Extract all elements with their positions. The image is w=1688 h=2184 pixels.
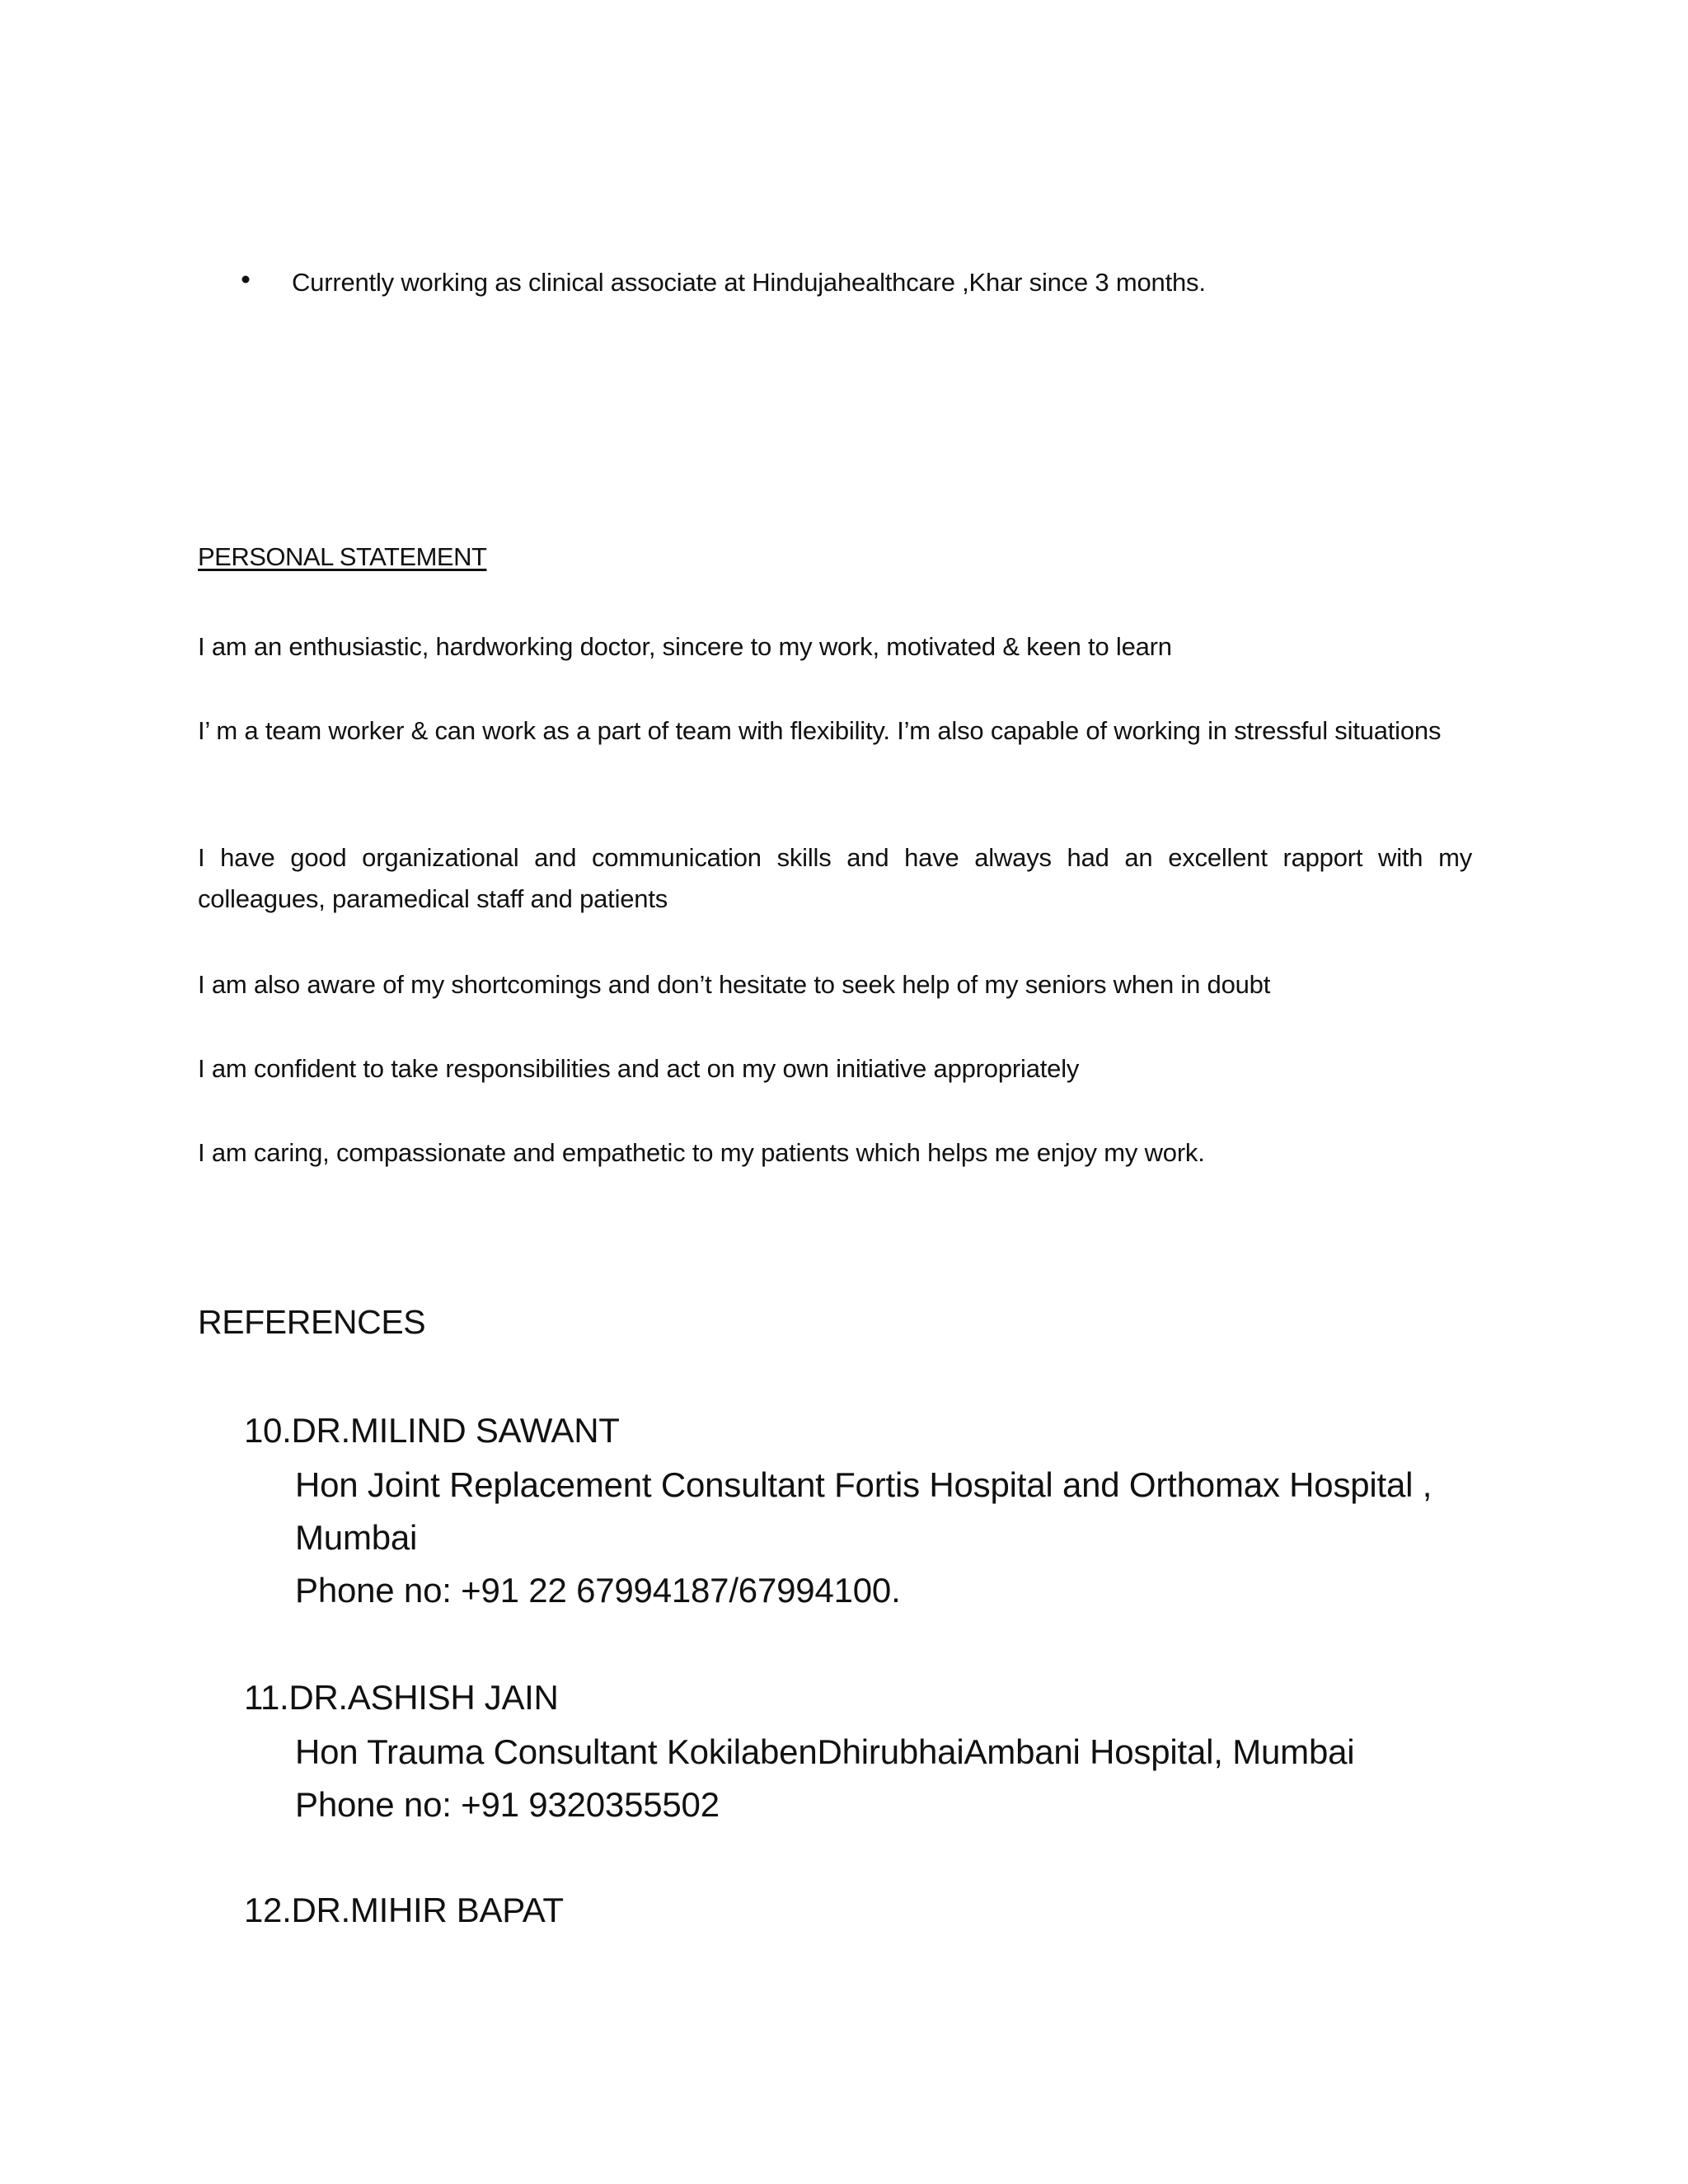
statement-paragraph: I am an enthusiastic, hardworking doctor, sincere to my work, motivated & keen to learn xyxy=(198,632,1172,661)
reference-name: 11.DR.ASHISH JAIN xyxy=(244,1678,559,1717)
statement-paragraph: I am confident to take responsibilities and act on my own initiative appropriately xyxy=(198,1054,1080,1083)
reference-affiliation: Hon Trauma Consultant KokilabenDhirubhaiAmbani Hospital, Mumbai xyxy=(295,1732,1355,1771)
reference-name: 12.DR.MIHIR BAPAT xyxy=(244,1891,564,1929)
reference-name: 10.DR.MILIND SAWANT xyxy=(244,1411,620,1450)
reference-phone: Phone no: +91 22 67994187/67994100. xyxy=(295,1571,901,1610)
reference-phone: Phone no: +91 9320355502 xyxy=(295,1785,720,1824)
experience-bullet-text: Currently working as clinical associate at Hindujahealthcare ,Khar since 3 months. xyxy=(292,268,1206,297)
statement-paragraph: I am also aware of my shortcomings and don’t hesitate to seek help of my seniors when in doubt xyxy=(198,970,1271,999)
personal-statement-heading: PERSONAL STATEMENT xyxy=(198,542,487,571)
reference-affiliation: Hon Joint Replacement Consultant Fortis Hospital and Orthomax Hospital , Mumbai xyxy=(295,1465,1432,1557)
references-heading: REFERENCES xyxy=(198,1303,426,1341)
statement-paragraph: I am caring, compassionate and empathetic to my patients which helps me enjoy my work. xyxy=(198,1138,1205,1167)
statement-paragraph: I have good organizational and communication skills and have always had an excellent rapport with my colleagues, paramedical staff and patients xyxy=(198,843,1472,913)
statement-paragraph: I’ m a team worker & can work as a part of team with flexibility. I’m also capable of working in stressful situations xyxy=(198,716,1442,745)
experience-bullet-item xyxy=(237,262,1474,303)
bullet-icon xyxy=(242,276,250,284)
